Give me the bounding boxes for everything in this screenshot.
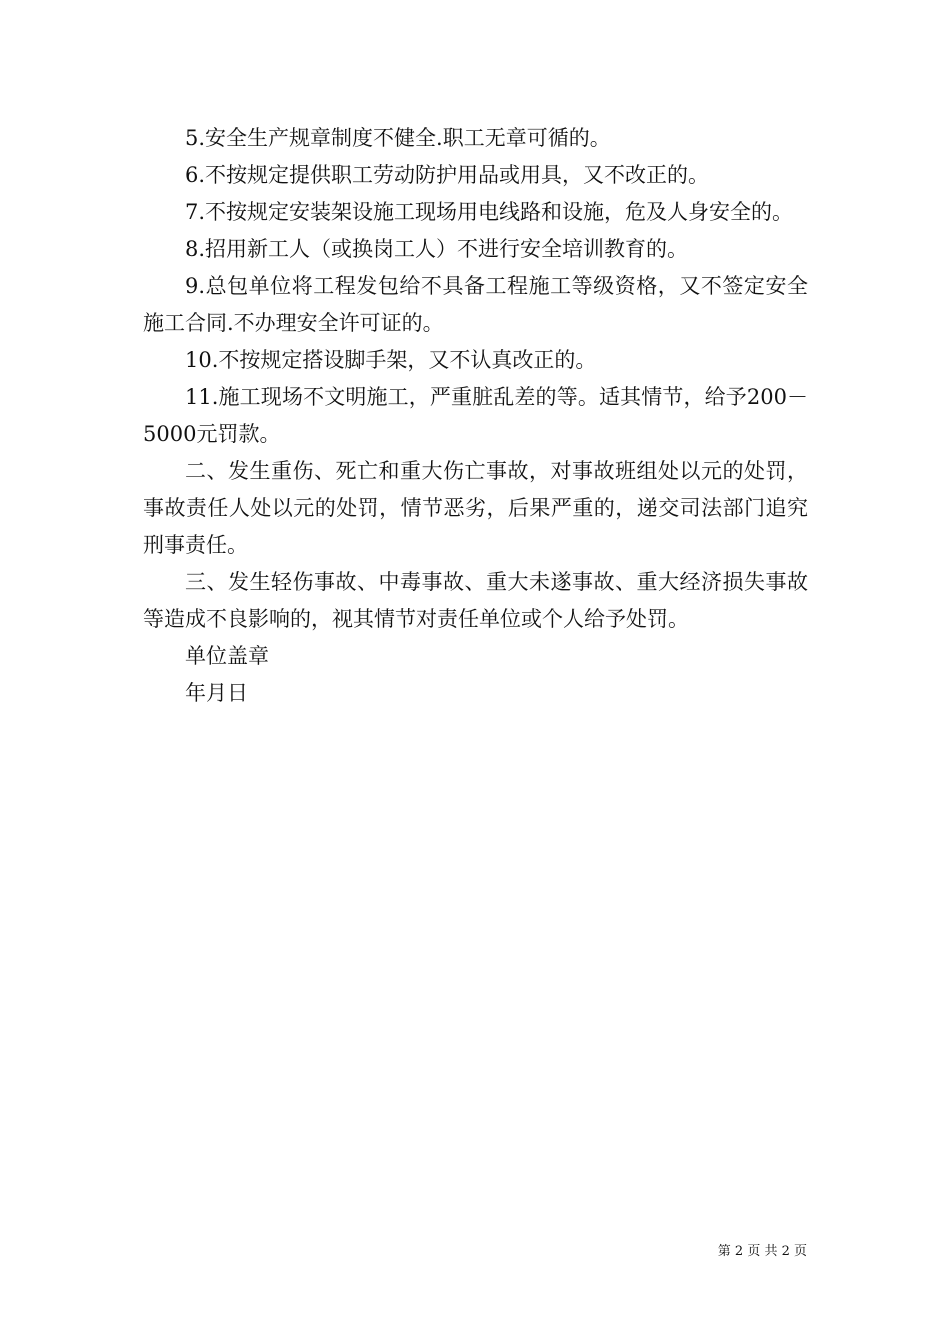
paragraph-item-6: 6.不按规定提供职工劳动防护用品或用具，又不改正的。 <box>185 163 710 187</box>
paragraph-item-10: 10.不按规定搭设脚手架，又不认真改正的。 <box>185 348 597 372</box>
signature-date-line: 年月日 <box>185 681 248 705</box>
paragraph-item-7: 7.不按规定安装架设施工现场用电线路和设施，危及人身安全的。 <box>185 200 794 224</box>
paragraph-section-3: 三、发生轻伤事故、中毒事故、重大未遂事故、重大经济损失事故等造成不良影响的，视其情节对责任单位或个人给予处罚。 <box>143 570 808 631</box>
page-number: 第 2 页 共 2 页 <box>717 1244 807 1259</box>
paragraph-item-11: 11.施工现场不文明施工，严重脏乱差的等。适其情节，给予200－5000元罚款。 <box>143 385 808 446</box>
document-body <box>143 120 808 712</box>
paragraph-item-9: 9.总包单位将工程发包给不具备工程施工等级资格，又不签定安全施工合同.不办理安全许可证的。 <box>143 274 808 335</box>
paragraph-item-5: 5.安全生产规章制度不健全.职工无章可循的。 <box>185 126 611 150</box>
signature-seal-line: 单位盖章 <box>185 644 269 668</box>
paragraph-item-8: 8.招用新工人（或换岗工人）不进行安全培训教育的。 <box>185 237 689 261</box>
paragraph-section-2: 二、发生重伤、死亡和重大伤亡事故，对事故班组处以元的处罚，事故责任人处以元的处罚，情节恶劣，后果严重的，递交司法部门追究刑事责任。 <box>143 459 808 557</box>
